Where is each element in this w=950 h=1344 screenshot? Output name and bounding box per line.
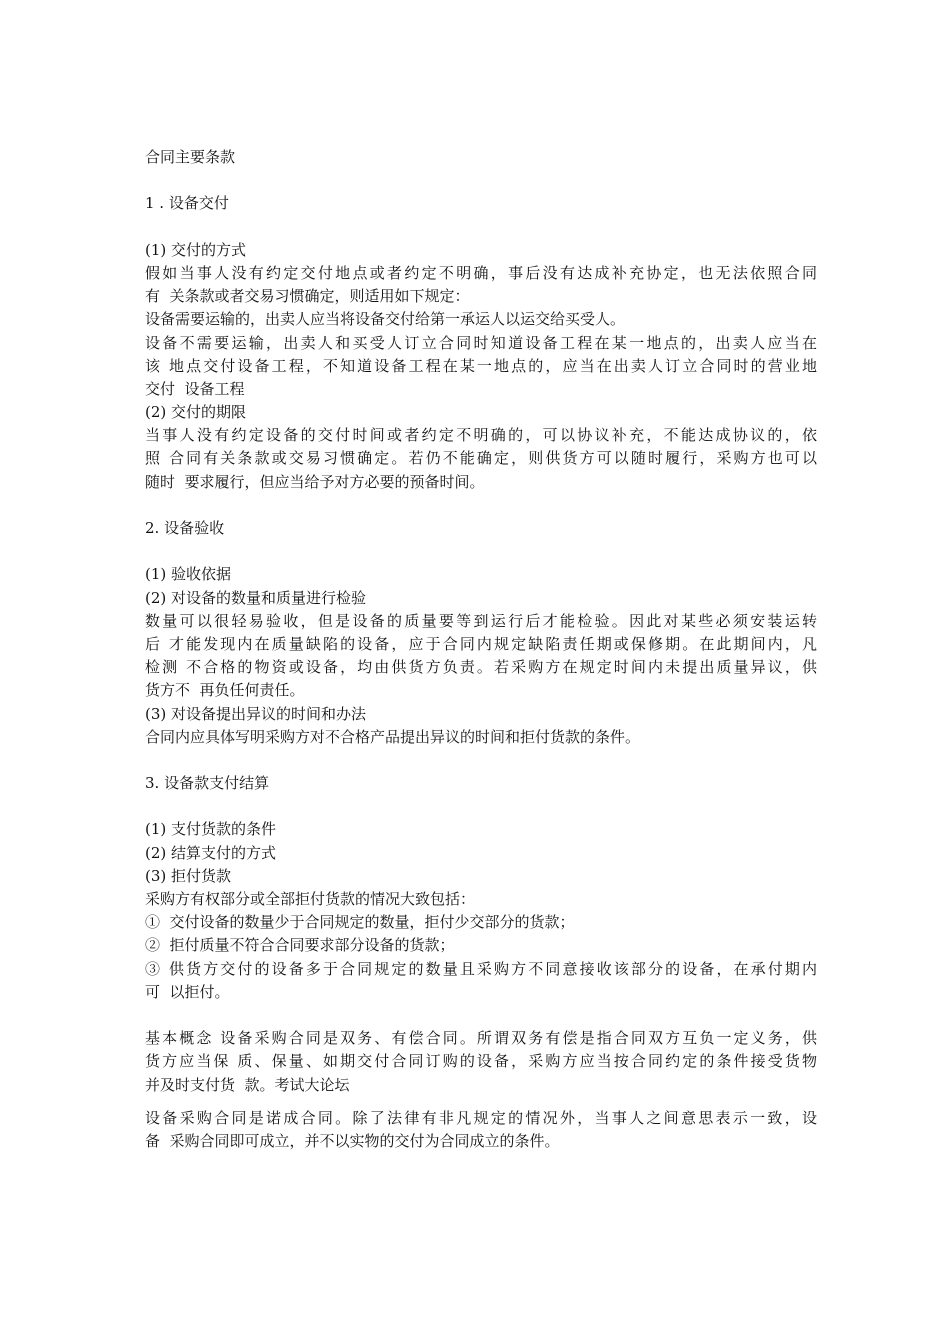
paragraph-line: 交付 设备工程 (145, 379, 245, 398)
document-body (145, 146, 817, 1153)
subheading: (3) 对设备提出异议的时间和办法 (145, 704, 367, 723)
subheading: (1) 支付货款的条件 (145, 820, 277, 839)
document-title: 合同主要条款 (145, 148, 236, 166)
paragraph-line: 设备采购合同是诺成合同。除了法律有非凡规定的情况外，当事人之间意思表示一致，设 (145, 1108, 817, 1127)
paragraph-line: 货方不 再负任何责任。 (145, 681, 305, 700)
paragraph-line: 并及时支付货 款。考试大论坛 (145, 1075, 350, 1094)
paragraph-line: 采购方有权部分或全部拒付货款的情况大致包括： (145, 890, 476, 908)
subheading: (2) 对设备的数量和质量进行检验 (145, 588, 367, 607)
paragraph-line: 数量可以很轻易验收，但是设备的质量要等到运行后才能检验。因此对某些必须安装运转 (145, 611, 817, 630)
paragraph-line: 随时 要求履行，但应当给予对方必要的预备时间。 (145, 472, 485, 491)
section-heading-3: 3. 设备款支付结算 (145, 774, 270, 793)
paragraph-line: 货方应当保 质、保量、如期交付合同订购的设备，采购方应当按合同约定的条件接受货物 (145, 1052, 817, 1071)
paragraph-line: 检测 不合格的物资或设备，均由供货方负责。若采购方在规定时间内未提出质量异议，供 (145, 658, 817, 677)
subheading: (1) 交付的方式 (145, 240, 247, 259)
paragraph-line: 基本概念 设备采购合同是双务、有偿合同。所谓双务有偿是指合同双方互负一定义务，供 (145, 1029, 817, 1048)
section-heading-2: 2. 设备验收 (145, 519, 225, 537)
paragraph-line: 假如当事人没有约定交付地点或者约定不明确，事后没有达成补充协定，也无法依照合同 (145, 263, 817, 282)
paragraph-line: 有 关条款或者交易习惯确定，则适用如下规定： (145, 287, 470, 306)
paragraph-line: 备 采购合同即可成立，并不以实物的交付为合同成立的条件。 (145, 1131, 560, 1150)
subheading: (1) 验收依据 (145, 565, 232, 584)
paragraph-line: 当事人没有约定设备的交付时间或者约定不明确的，可以协议补充，不能达成协议的，依 (145, 426, 817, 445)
list-item: ③ 供货方交付的设备多于合同规定的数量且采购方不同意接收该部分的设备，在承付期内 (145, 959, 817, 978)
list-item: ① 交付设备的数量少于合同规定的数量，拒付少交部分的货款； (145, 913, 575, 932)
paragraph-line: 照 合同有关条款或交易习惯确定。若仍不能确定，则供货方可以随时履行，采购方也可以 (145, 449, 817, 468)
paragraph-line: 设备不需要运输，出卖人和买受人订立合同时知道设备工程在某一地点的，出卖人应当在 (145, 333, 817, 352)
subheading: (2) 交付的期限 (145, 403, 247, 422)
section-heading-1: 1 . 设备交付 (145, 194, 229, 213)
paragraph-line: 设备需要运输的，出卖人应当将设备交付给第一承运人以运交给买受人。 (145, 310, 626, 329)
paragraph-line: 该 地点交付设备工程，不知道设备工程在某一地点的，应当在出卖人订立合同时的营业地 (145, 356, 817, 375)
list-item: 可 以拒付。 (145, 982, 230, 1001)
list-item: ② 拒付质量不符合合同要求部分设备的货款； (145, 936, 455, 955)
subheading: (3) 拒付货款 (145, 866, 232, 885)
paragraph-line: 合同内应具体写明采购方对不合格产品提出异议的时间和拒付货款的条件。 (145, 727, 641, 746)
paragraph-line: 后 才能发现内在质量缺陷的设备，应于合同内规定缺陷责任期或保修期。在此期间内，凡 (145, 634, 817, 653)
subheading: (2) 结算支付的方式 (145, 843, 277, 862)
